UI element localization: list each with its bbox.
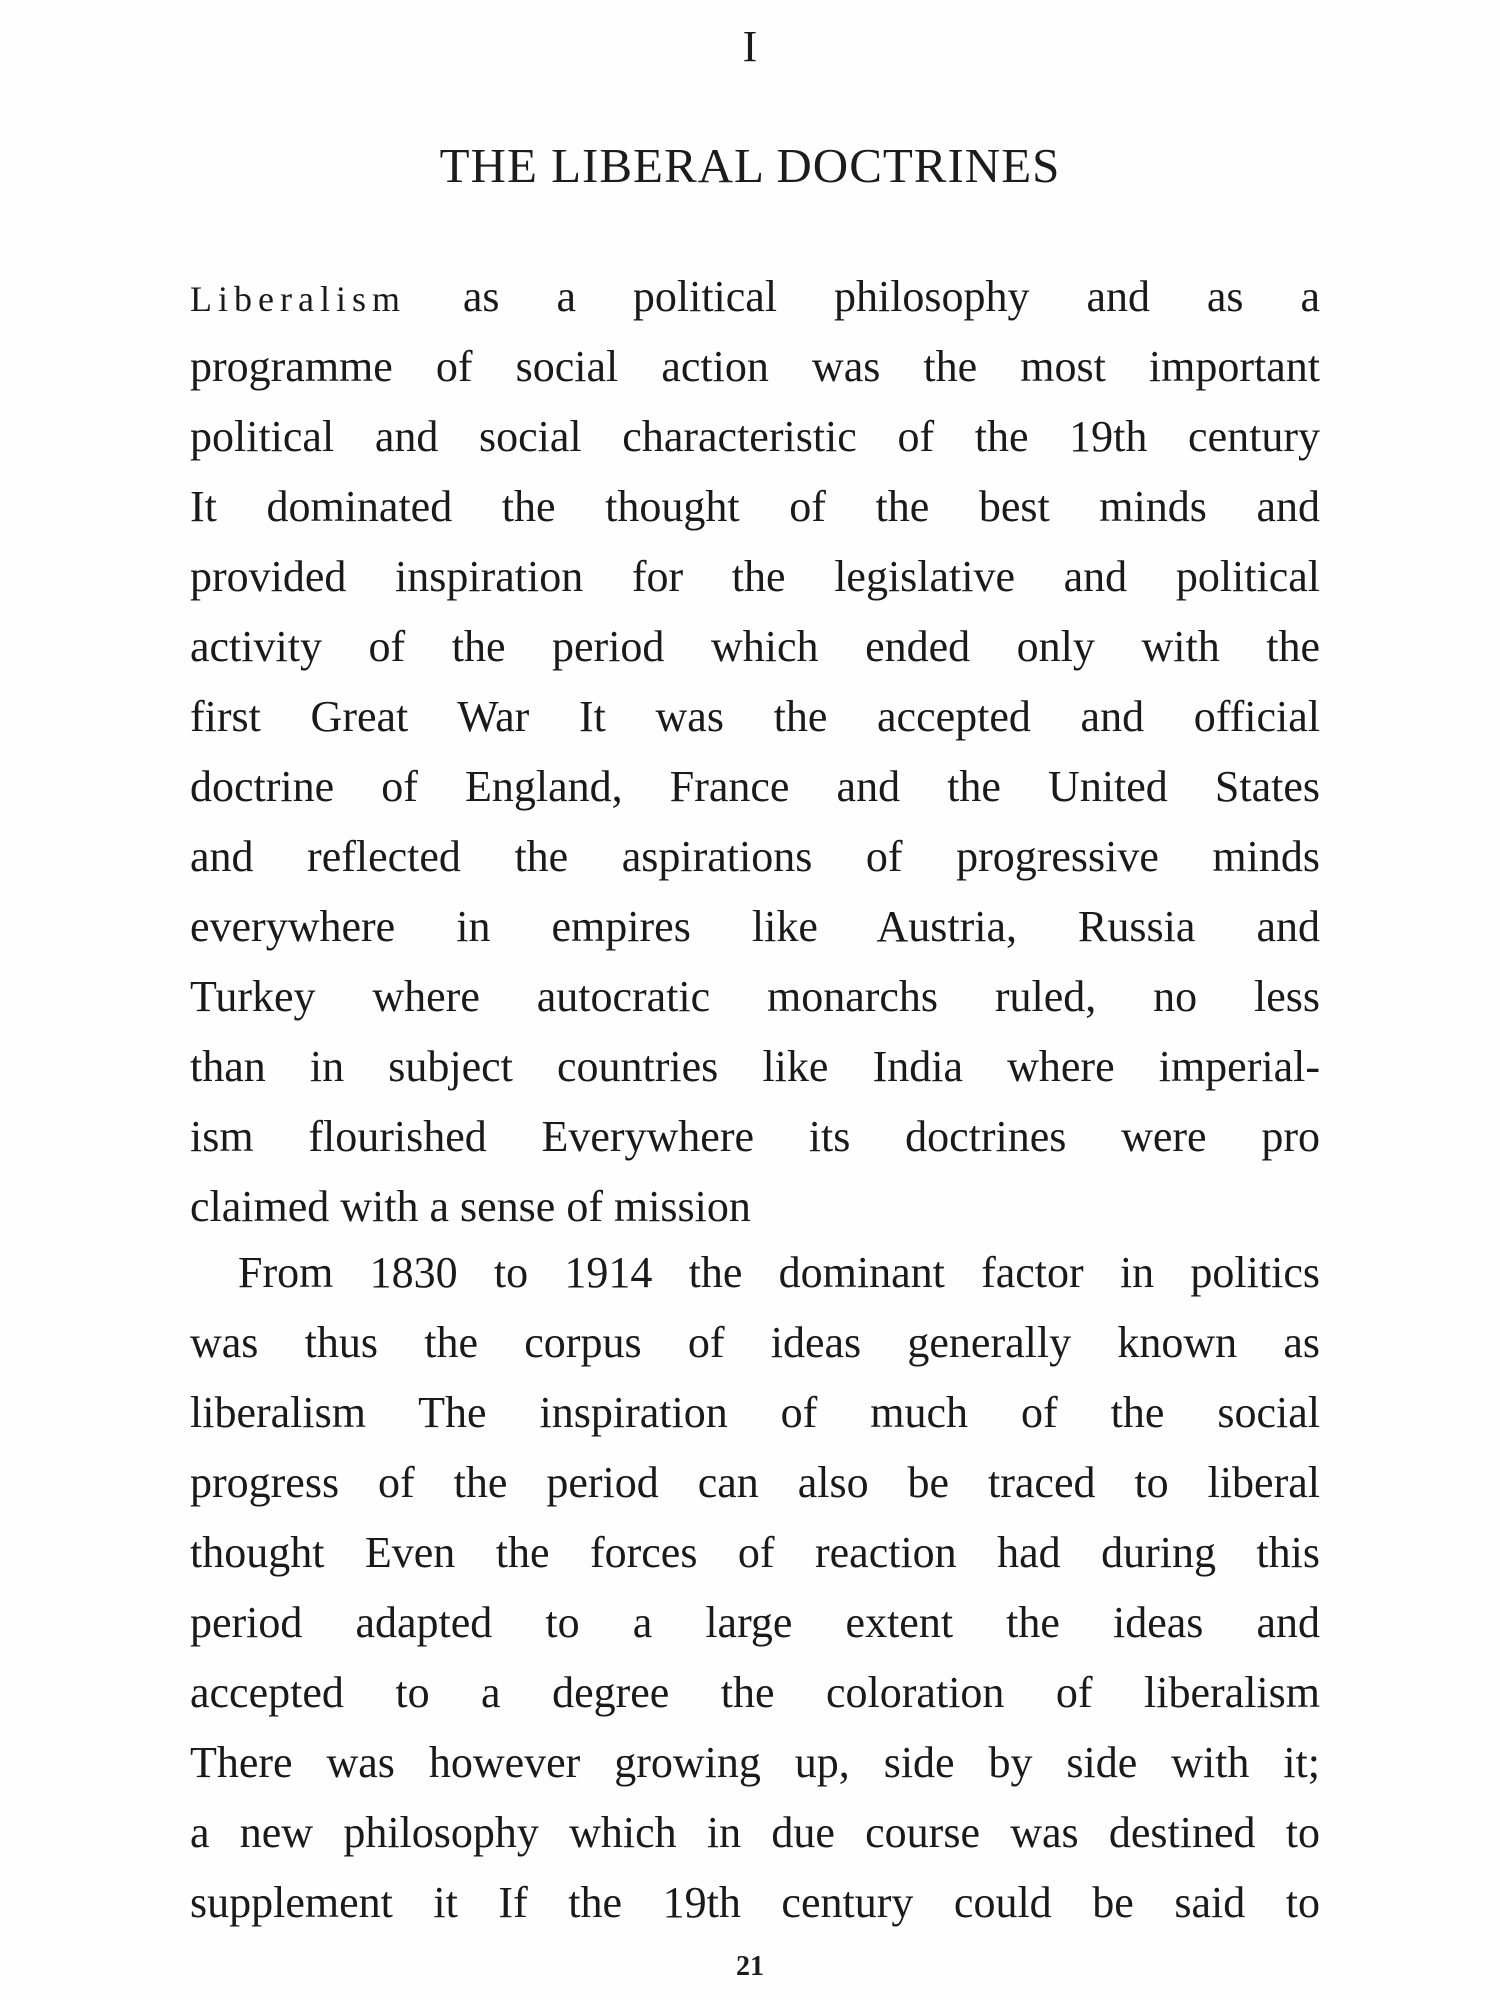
paragraph-line: first Great War It was the accepted and official	[190, 692, 1320, 741]
paragraph-line: From 1830 to 1914 the dominant factor in politics	[238, 1248, 1320, 1297]
paragraph-line: Liberalism as a political philosophy and as a	[190, 272, 1320, 321]
chapter-title: THE LIBERAL DOCTRINES	[439, 138, 1061, 193]
paragraph-1	[190, 262, 1320, 1242]
paragraph-line: It dominated the thought of the best minds and	[190, 482, 1320, 531]
paragraph-line: ism flourished Everywhere its doctrines were pro	[190, 1112, 1320, 1161]
paragraph-line: liberalism The inspiration of much of the social	[190, 1388, 1320, 1437]
paragraph-line: progress of the period can also be traced to liberal	[190, 1458, 1320, 1507]
paragraph-line: There was however growing up, side by side with it;	[190, 1738, 1320, 1787]
paragraph-line: supplement it If the 19th century could be said to	[190, 1878, 1320, 1927]
paragraph-2	[190, 1238, 1320, 1938]
paragraph-line: everywhere in empires like Austria, Russia and	[190, 902, 1320, 951]
paragraph-line: was thus the corpus of ideas generally known as	[190, 1318, 1320, 1367]
paragraph-line: provided inspiration for the legislative and political	[190, 552, 1320, 601]
paragraph-line: and reflected the aspirations of progressive minds	[190, 832, 1320, 881]
lead-word-smallcaps: Liberalism	[190, 279, 406, 319]
paragraph-line: a new philosophy which in due course was destined to	[190, 1808, 1320, 1857]
paragraph-line: political and social characteristic of the 19th century	[190, 412, 1320, 461]
paragraph-line: Turkey where autocratic monarchs ruled, no less	[190, 972, 1320, 1021]
page-number: 21	[736, 1951, 764, 1982]
paragraph-line: than in subject countries like India where imperial-	[190, 1042, 1320, 1091]
paragraph-line: activity of the period which ended only with the	[190, 622, 1320, 671]
paragraph-line: thought Even the forces of reaction had during this	[190, 1528, 1320, 1577]
paragraph-line: doctrine of England, France and the United States	[190, 762, 1320, 811]
paragraph-line: programme of social action was the most important	[190, 342, 1320, 391]
paragraph-line: period adapted to a large extent the ideas and	[190, 1598, 1320, 1647]
paragraph-line: claimed with a sense of mission	[190, 1182, 751, 1231]
chapter-number: I	[742, 22, 758, 71]
paragraph-line: accepted to a degree the coloration of liberalism	[190, 1668, 1320, 1717]
